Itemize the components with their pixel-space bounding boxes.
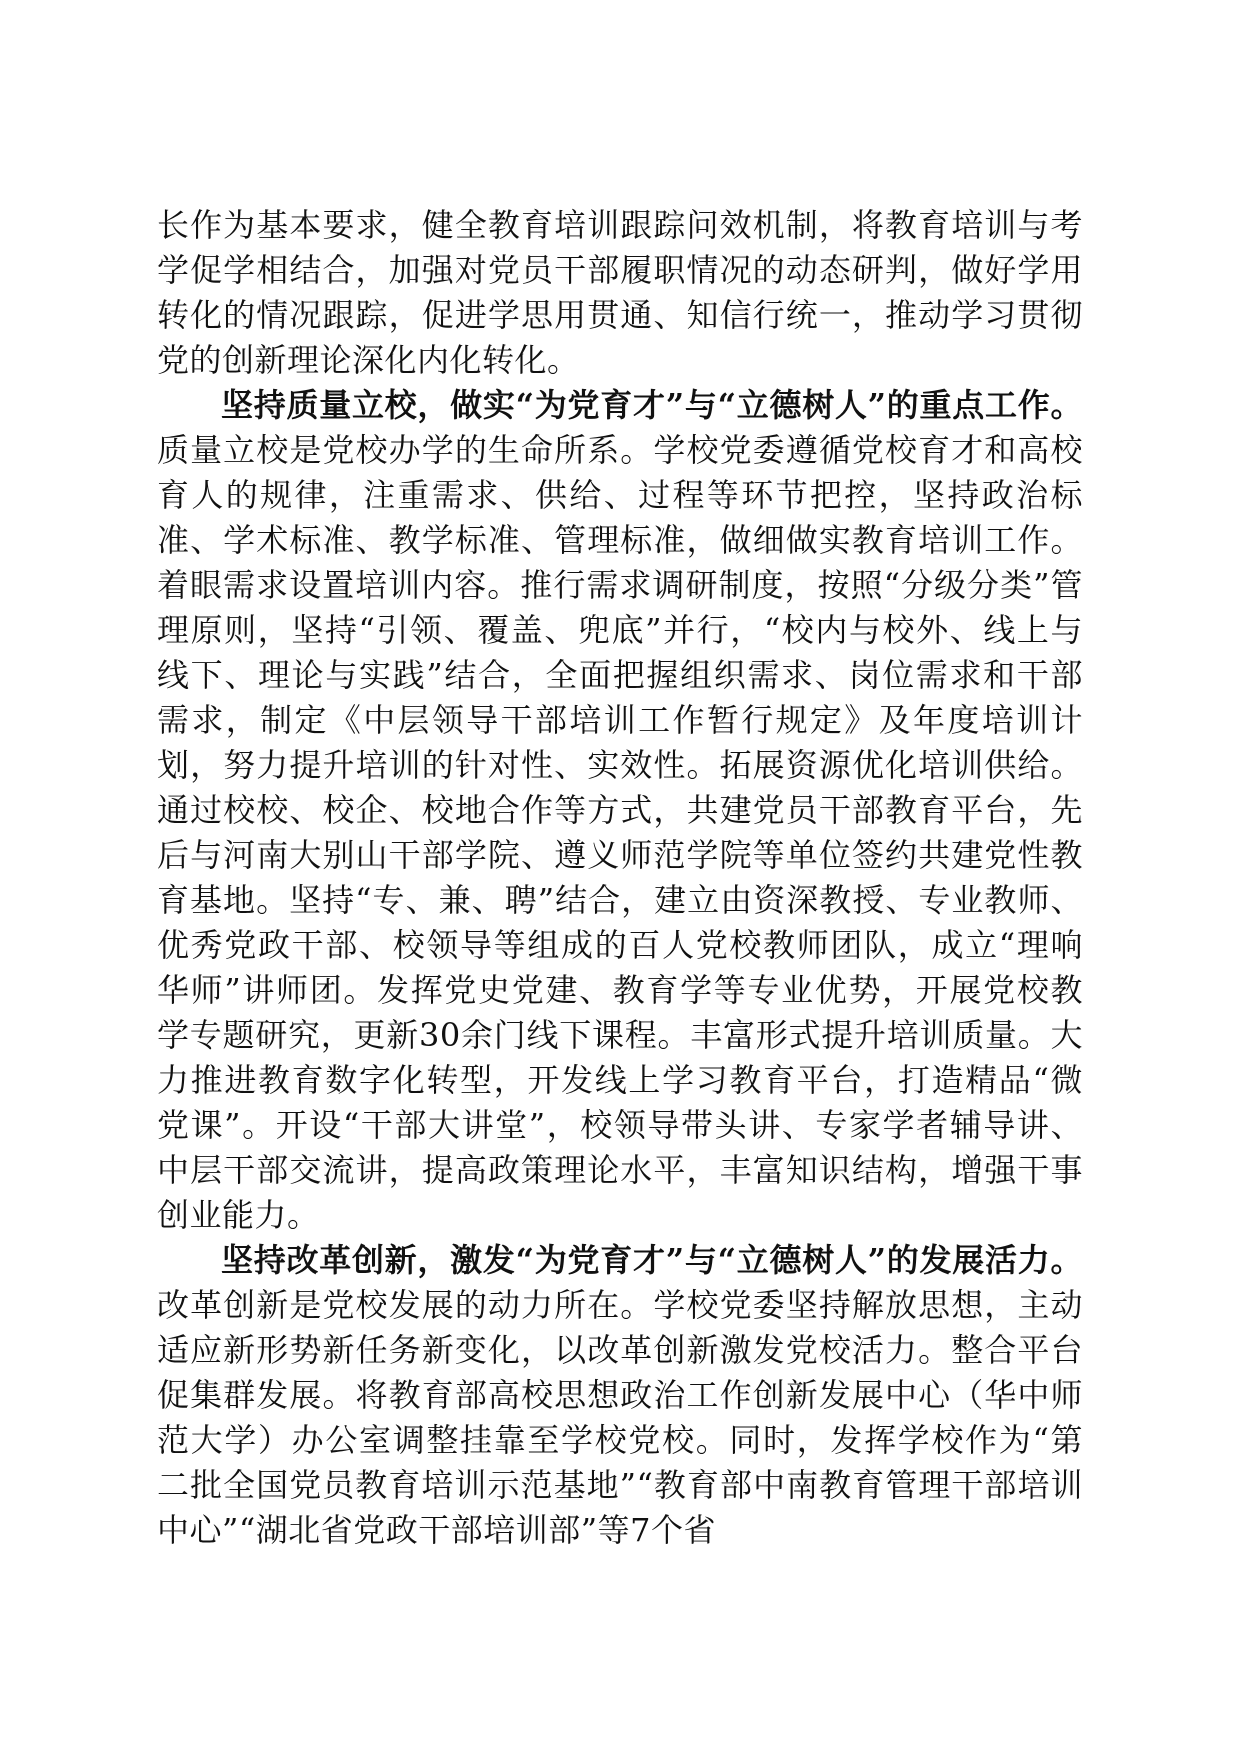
- paragraph-3-body: 改革创新是党校发展的动力所在。学校党委坚持解放思想，主动适应新形势新任务新变化，以改革创新激发党校活力。整合平台促集群发展。将教育部高校思想政治工作创新发展中心（华中师范大学）办公室调整挂靠至学校党校。同时，发挥学校作为“第二批全国党员教育培训示范基地”“教育部中南教育管理干部培训中心”“湖北省党政干部培训部”等7个省: [157, 1286, 1083, 1549]
- paragraph-1: [157, 203, 1083, 383]
- paragraph-2-body: 质量立校是党校办学的生命所系。学校党委遵循党校育才和高校育人的规律，注重需求、供给、过程等环节把控，坚持政治标准、学术标准、教学标准、管理标准，做细做实教育培训工作。着眼需求设置培训内容。推行需求调研制度，按照“分级分类”管理原则，坚持“引领、覆盖、兜底”并行，“校内与校外、线上与线下、理论与实践”结合，全面把握组织需求、岗位需求和干部需求，制定《中层领导干部培训工作暂行规定》及年度培训计划，努力提升培训的针对性、实效性。拓展资源优化培训供给。通过校校、校企、校地合作等方式，共建党员干部教育平台，先后与河南大别山干部学院、遵义师范学院等单位签约共建党性教育基地。坚持“专、兼、聘”结合，建立由资深教授、专业教师、优秀党政干部、校领导等组成的百人党校教师团队，成立“理响华师”讲师团。发挥党史党建、教育学等专业优势，开展党校教学专题研究，更新30余门线下课程。丰富形式提升培训质量。大力推进教育数字化转型，开发线上学习教育平台，打造精品“微党课”。开设“干部大讲堂”，校领导带头讲、专家学者辅导讲、中层干部交流讲，提高政策理论水平，丰富知识结构，增强干事创业能力。: [157, 431, 1083, 1234]
- document-page: [157, 203, 1083, 1553]
- paragraph-2-heading: 坚持质量立校，做实“为党育才”与“立德树人”的重点工作。: [221, 386, 1083, 424]
- paragraph-3-heading: 坚持改革创新，激发“为党育才”与“立德树人”的发展活力。: [221, 1241, 1083, 1279]
- paragraph-2: [157, 383, 1083, 1238]
- paragraph-1-body: 长作为基本要求，健全教育培训跟踪问效机制，将教育培训与考学促学相结合，加强对党员干部履职情况的动态研判，做好学用转化的情况跟踪，促进学思用贯通、知信行统一，推动学习贯彻党的创新理论深化内化转化。: [157, 206, 1083, 379]
- paragraph-3: [157, 1238, 1083, 1553]
